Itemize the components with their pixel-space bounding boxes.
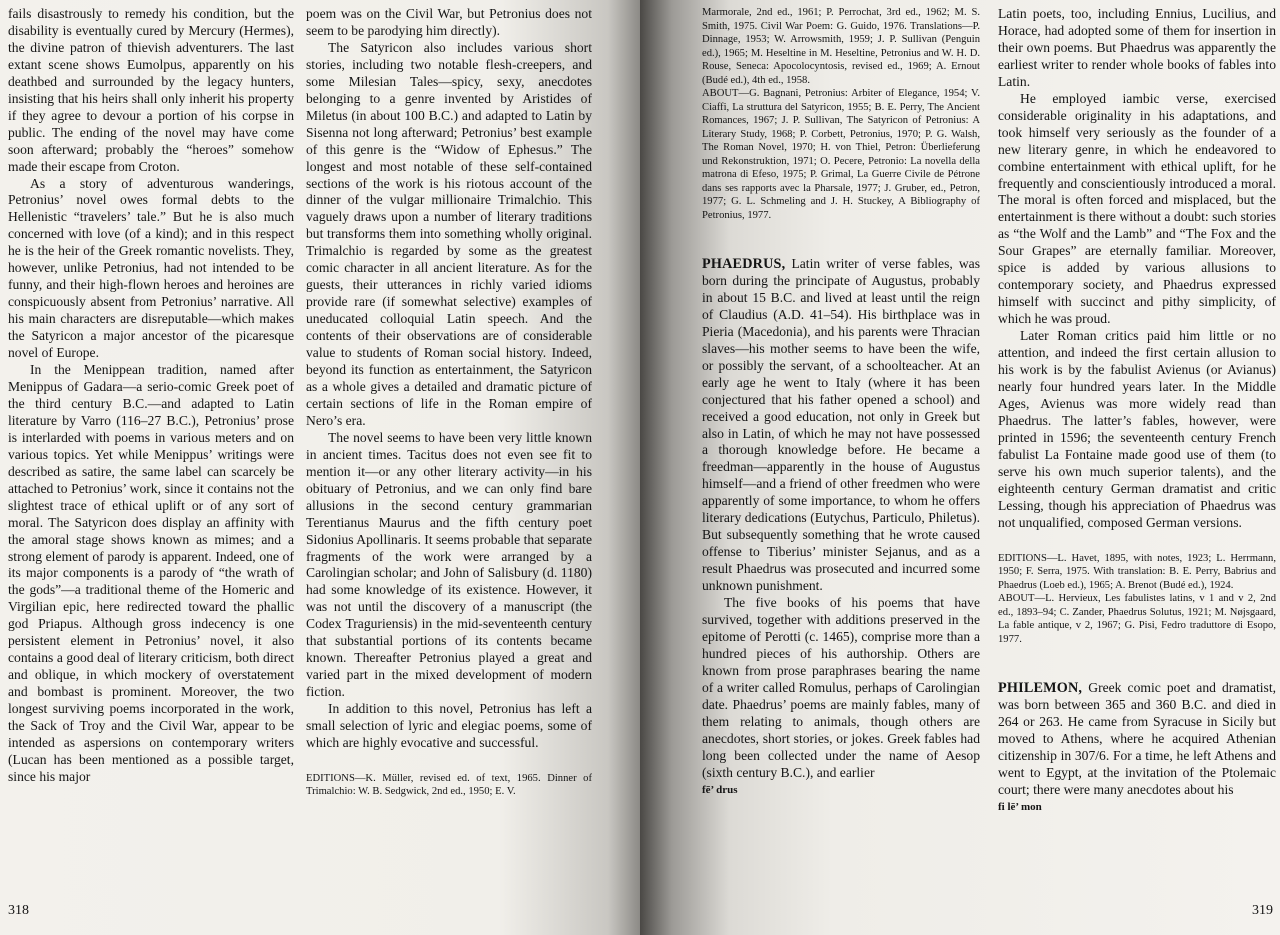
paragraph: Latin poets, too, including Ennius, Lucilius, and Horace, had adopted some of them for insertion in their own poems. But Phaedrus was apparently the earliest writer to render whole books of fables into Latin. xyxy=(998,6,1276,89)
paragraph: In the Menippean tradition, named after Menippus of Gadara—a serio-comic Greek poet of the third century B.C.—and adapted to Latin literature by Varro (116–27 B.C.), Petronius’ prose is interlarded with poems in various meters and on various topics. Yet while Menippus’ writings were described as satire, the same label can scarcely be attached to Petronius’ work, since it contains not the slightest trace of ethical uplift or of any sort of moral. The Satyricon does display an affinity with the amoral stage shows known as mimes; and a strong element of parody is apparent. Indeed, one of its major components is a parody of “the wrath of the gods”—a traditional theme of the Homeric and Virgilian epic, here redirected toward the phallic god Priapus. Although gross indecency is one persistent element in Petronius’ novel, it also contains a good deal of literary criticism, both direct and oblique, in which mockery of overstatement and bombast is prominent. Moreover, the two longest surviving poems incorporated in the work, the Sack of Troy and the Civil War, appear to be intended as aspersions on contemporary writers (Lucan has been mentioned as a possible target, since his major xyxy=(8,362,294,784)
bibliography-about: ABOUT—L. Hervieux, Les fabulistes latins, v 1 and v 2, 2nd ed., 1893–94; C. Zander, Phaedrus Solutus, 1921; M. Nøjsgaard, La fable antique, v 2, 1967; G. Pisi, Fedro traduttore di Esopo, 1977. xyxy=(998,593,1276,645)
editions-note: EDITIONS—K. Müller, revised ed. of text, 1965. Dinner of Trimalchio: W. B. Sedgwick, 2nd ed., 1950; E. V. xyxy=(306,772,592,798)
left-column-1 xyxy=(8,6,294,786)
paragraph: Later Roman critics paid him little or no attention, and indeed the first certain allusion to his work is by the fabulist Avienus (or Avianus) nearly four hundred years later. In the Middle Ages, Avienus was more widely read than Phaedrus. The latter’s fables, however, were printed in 1596; the seventeenth century French fabulist La Fontaine made good use of them (to serve his own much superior talents), and the eighteenth century German dramatist and critic Lessing, though his appreciation of Phaedrus was not unqualified, composed German versions. xyxy=(998,328,1276,530)
left-column-2 xyxy=(306,6,592,799)
paragraph: The five books of his poems that have survived, together with additions preserved in the epitome of Perotti (c. 1465), comprise more than a hundred pieces of his authorship. Others are known from prose paraphrases bearing the name of a writer called Romulus, perhaps of Carolingian date. Phaedrus’ poems are mainly fables, many of them relating to animals, though others are anecdotes, short stories, or jokes. Greek fables had long been collected under the name of Aesop (sixth century B.C.), and earlier xyxy=(702,595,980,780)
page-number-left: 318 xyxy=(8,903,29,918)
spacer xyxy=(998,646,1276,680)
bibliography-editions: EDITIONS—L. Havet, 1895, with notes, 1923; L. Herrmann, 1950; F. Serra, 1975. With translation: B. E. Perry, Babrius and Phaedrus (Loeb ed.), 1965; A. Brenot (Budé ed.), 1924. xyxy=(998,552,1276,591)
bibliography-about: ABOUT—G. Bagnani, Petronius: Arbiter of Elegance, 1954; V. Ciaffi, La struttura del Satyricon, 1955; B. E. Perry, The Ancient Romances, 1967; J. P. Sullivan, The Satyricon of Petronius: A Literary Study, 1968; P. Corbett, Petronius, 1970; P. G. Walsh, The Roman Novel, 1970; H. von Thiel, Petron: Überlieferung und Rekonstruktion, 1971; O. Pecere, Petronio: La novella della matrona di Efeso, 1975; P. Grimal, La Guerre Civile de Pétrone dans ses rapports avec la Pharsale, 1977; J. Gruber, ed., Petron, 1977; G. L. Schmeling and J. H. Stuckey, A Bibliography of Petronius, 1977. xyxy=(702,88,980,221)
paragraph: He employed iambic verse, exercised considerable originality in his adaptations, and took himself very seriously as the founder of a new literary genre, in which he endeavored to combine entertainment with ethical uplift, for he frequently and conscientiously introduced a moral. The moral is often forced and misplaced, but the entertainment is there without a doubt: such stories as “the Wolf and the Lamb” and “The Fox and the Sour Grapes” are eternally familiar. Moreover, spice is added by various allusions to contemporary society, and Phaedrus expressed himself with succinct and pithy simplicity, of which he was proud. xyxy=(998,90,1276,327)
pronunciation: fi lē’ mon xyxy=(998,800,1042,813)
pronunciation: fē’ drus xyxy=(702,783,738,796)
right-column-2 xyxy=(998,6,1276,813)
paragraph: fails disastrously to remedy his condition, but the disability is eventually cured by Mercury (Hermes), the divine patron of thievish adventurers. The last extant scene shows Eumolpus, apparently on his deathbed and surrounded by the legacy hunters, insisting that his heirs shall only inherit his property if they agree to devour a portion of his corpse in public. The ending of the novel may have come soon afterward; probably the “heroes” somehow made their escape from Croton. xyxy=(8,6,294,174)
paragraph: As a story of adventurous wanderings, Petronius’ novel owes formal debts to the Hellenistic “travelers’ tale.” But he is also much concerned with love (of a kind); and in this respect he is the heir of the Greek romantic novelists. They, however, unlike Petronius, had not intended to be funny, and their high-flown heroes and heroines are conspicuously absent from Petronius’ narrative. All his main characters are disreputable—which makes the Satyricon a major ancestor of the picaresque novel of Europe. xyxy=(8,175,294,361)
right-page xyxy=(640,0,1280,935)
right-column-1 xyxy=(702,6,980,796)
page-number-right: 319 xyxy=(1252,903,1273,918)
bibliography-editions: Marmorale, 2nd ed., 1961; P. Perrochat, 3rd ed., 1962; M. S. Smith, 1975. Civil War Poem: G. Guido, 1976. Translations—P. Dinnage, 1953; W. Arrowsmith, 1959; J. P. Sullivan (Penguin ed.), 1965; M. Heseltine in M. Heseltine, Petronius and W. H. D. Rouse, Seneca: Apocolocyntosis, revised ed., 1969; A. Ernout (Budé ed.), 4th ed., 1958. xyxy=(702,7,980,86)
entry-phaedrus: PHAEDRUS, Latin writer of verse fables, was born during the principate of Augustus, probably in about 15 B.C. and lived at least until the reign of Claudius (A.D. 41–54). His birthplace was in Pieria (Macedonia), and his parents were Thracian slaves—his mother seems to have been the wife, or possibly the servant, of a schoolteacher. At an early age he went to Italy (where it has been conjectured that his father opened a school) and received a good education, not only in Greek but also in Latin, of which he may not have possessed a thorough knowledge before. He became a freedman—apparently in the house of Augustus himself—and a friend of other freedmen who were apparently of some importance, to whom he offers literary dedications (Eutychus, Particulo, Philetus). But subsequently something that he wrote caused offense to Tiberius’ minister Sejanus, and as a result Phaedrus was prosecuted and incurred some unknown punishment. xyxy=(702,256,980,594)
spacer xyxy=(702,222,980,256)
spacer xyxy=(998,532,1276,552)
paragraph: In addition to this novel, Petronius has left a small selection of lyric and elegiac poems, some of which are highly evocative and successful. xyxy=(306,701,592,750)
spacer xyxy=(306,752,592,772)
entry-philemon: PHILEMON, Greek comic poet and dramatist, was born between 365 and 360 B.C. and died in 264 or 263. He came from Syracuse in Sicily but moved to Athens, where he acquired Athenian citizenship in 307/6. For a time, he left Athens and went to Egypt, at the invitation of the Ptolemaic court; there were many anecdotes about his xyxy=(998,680,1276,797)
entry-heading: PHAEDRUS, xyxy=(702,256,786,272)
paragraph: The novel seems to have been very little known in ancient times. Tacitus does not even see fit to mention it—or any other literary activity—in his obituary of Petronius, and we can only find bare allusions in the second century grammarian Terentianus Maurus and the fifth century poet Sidonius Apollinaris. It seems probable that separate fragments of the work were arranged by a Carolingian scholar; and John of Salisbury (d. 1180) had some knowledge of its existence. However, it was not until the discovery of a manuscript (the Codex Traguriensis) in the mid-seventeenth century that substantial portions of its contents became known. Thereafter Petronius played a great and varied part in the mixed development of modern fiction. xyxy=(306,429,592,700)
paragraph: poem was on the Civil War, but Petronius does not seem to be parodying him directly). xyxy=(306,6,592,38)
entry-heading: PHILEMON, xyxy=(998,680,1083,697)
paragraph: The Satyricon also includes various short stories, including two notable flesh-creepers, and some Milesian Tales—spicy, sexy, anecdotes belonging to a genre invented by Aristides of Miletus (in about 100 B.C.) and adapted to Latin by Sisenna not long afterward; Petronius’ best example of this genre is the “Widow of Ephesus.” The longest and most notable of these self-contained sections of the work is his riotous account of the dinner of the vulgar millionaire Trimalchio. This vaguely draws upon a number of literary traditions but transforms them into something wholly original. Trimalchio is regarded by some as the greatest comic character in all ancient literature. As for the guests, their utterances in richly varied idioms provide rare (if somewhat selective) examples of uneducated colloquial Latin speech. And the contents of their observations are of considerable value to students of Roman social history. Indeed, beyond its function as entertainment, the Satyricon as a whole gives a detailed and dramatic picture of certain sections of life in the Roman empire of Nero’s era. xyxy=(306,39,592,428)
